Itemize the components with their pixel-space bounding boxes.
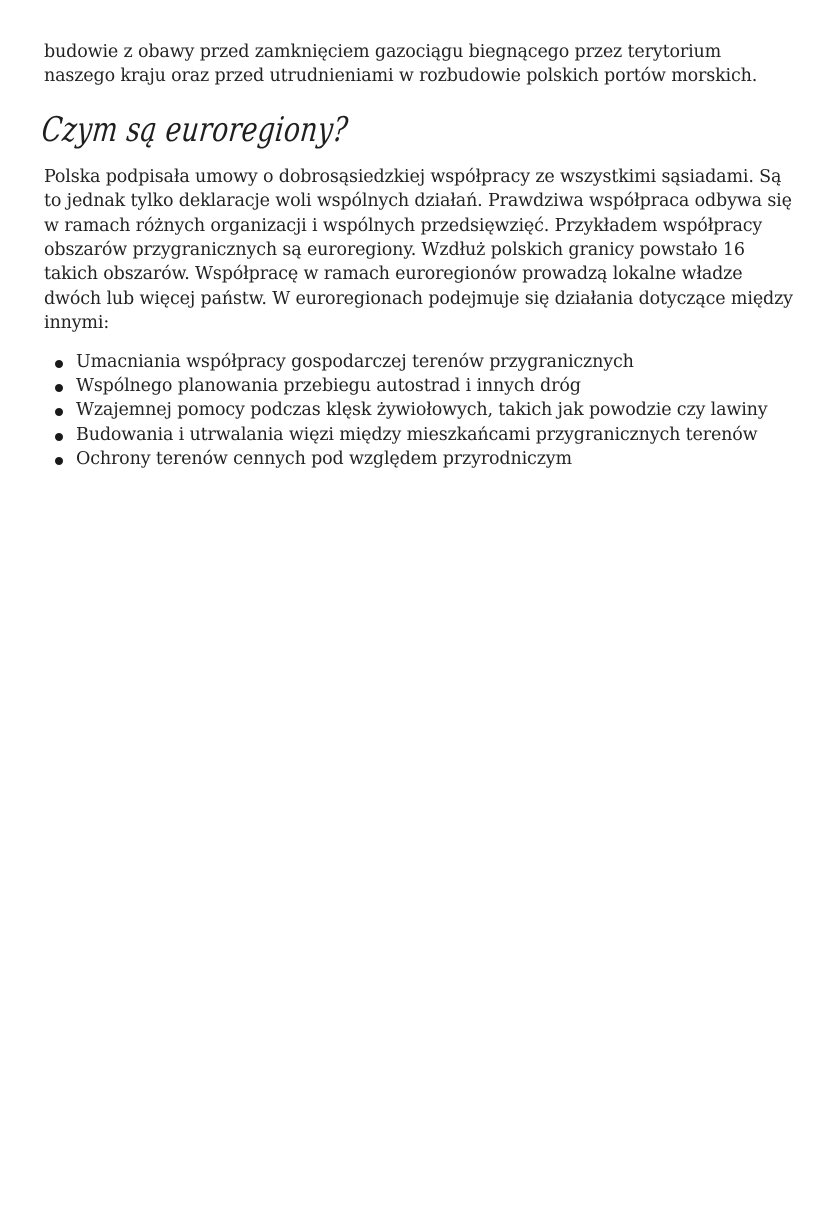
- list-item: [44, 447, 794, 471]
- list-item: [44, 423, 794, 447]
- list-item-text: Umacniania współpracy gospodarczej terenów przygranicznych: [76, 351, 634, 372]
- bullet-icon: [55, 360, 63, 368]
- list-item-text: Wspólnego planowania przebiegu autostrad i innych dróg: [76, 376, 581, 397]
- section-heading: Czym są euroregiony?: [39, 109, 351, 150]
- list-item-text: Budowania i utrwalania więzi między mieszkańcami przygranicznych terenów: [76, 424, 758, 445]
- document-page: [39, 40, 794, 472]
- list-item: [44, 374, 794, 398]
- body-paragraph: Polska podpisała umowy o dobrosąsiedzkiej współpracy ze wszystkimi sąsiadami. Są to jednak tylko deklaracje woli wspólnych działań. Prawdziwa współpraca odbywa się w ramach różnych organizacji i wspólnych przedsięwzięć. Przykładem współpracy obszarów przygranicznych są euroregiony. Wzdłuż polskich granicy powstało 16 takich obszarów. Współpracę w ramach euroregionów prowadzą lokalne władze dwóch lub więcej państw. W euroregionach podejmuje się działania dotyczące między innymi:: [44, 166, 793, 334]
- list-item: [44, 398, 794, 422]
- bullet-list: [44, 350, 794, 472]
- bullet-icon: [55, 408, 63, 416]
- bullet-icon: [55, 384, 63, 392]
- list-item-text: Ochrony terenów cennych pod względem przyrodniczym: [76, 449, 572, 470]
- bullet-icon: [55, 457, 63, 465]
- bullet-icon: [55, 433, 63, 441]
- list-item: [44, 350, 794, 374]
- intro-paragraph: budowie z obawy przed zamknięciem gazociągu biegnącego przez terytorium naszego kraju oraz przed utrudnieniami w rozbudowie polskich portów morskich.: [44, 42, 758, 87]
- list-item-text: Wzajemnej pomocy podczas klęsk żywiołowych, takich jak powodzie czy lawiny: [76, 400, 768, 421]
